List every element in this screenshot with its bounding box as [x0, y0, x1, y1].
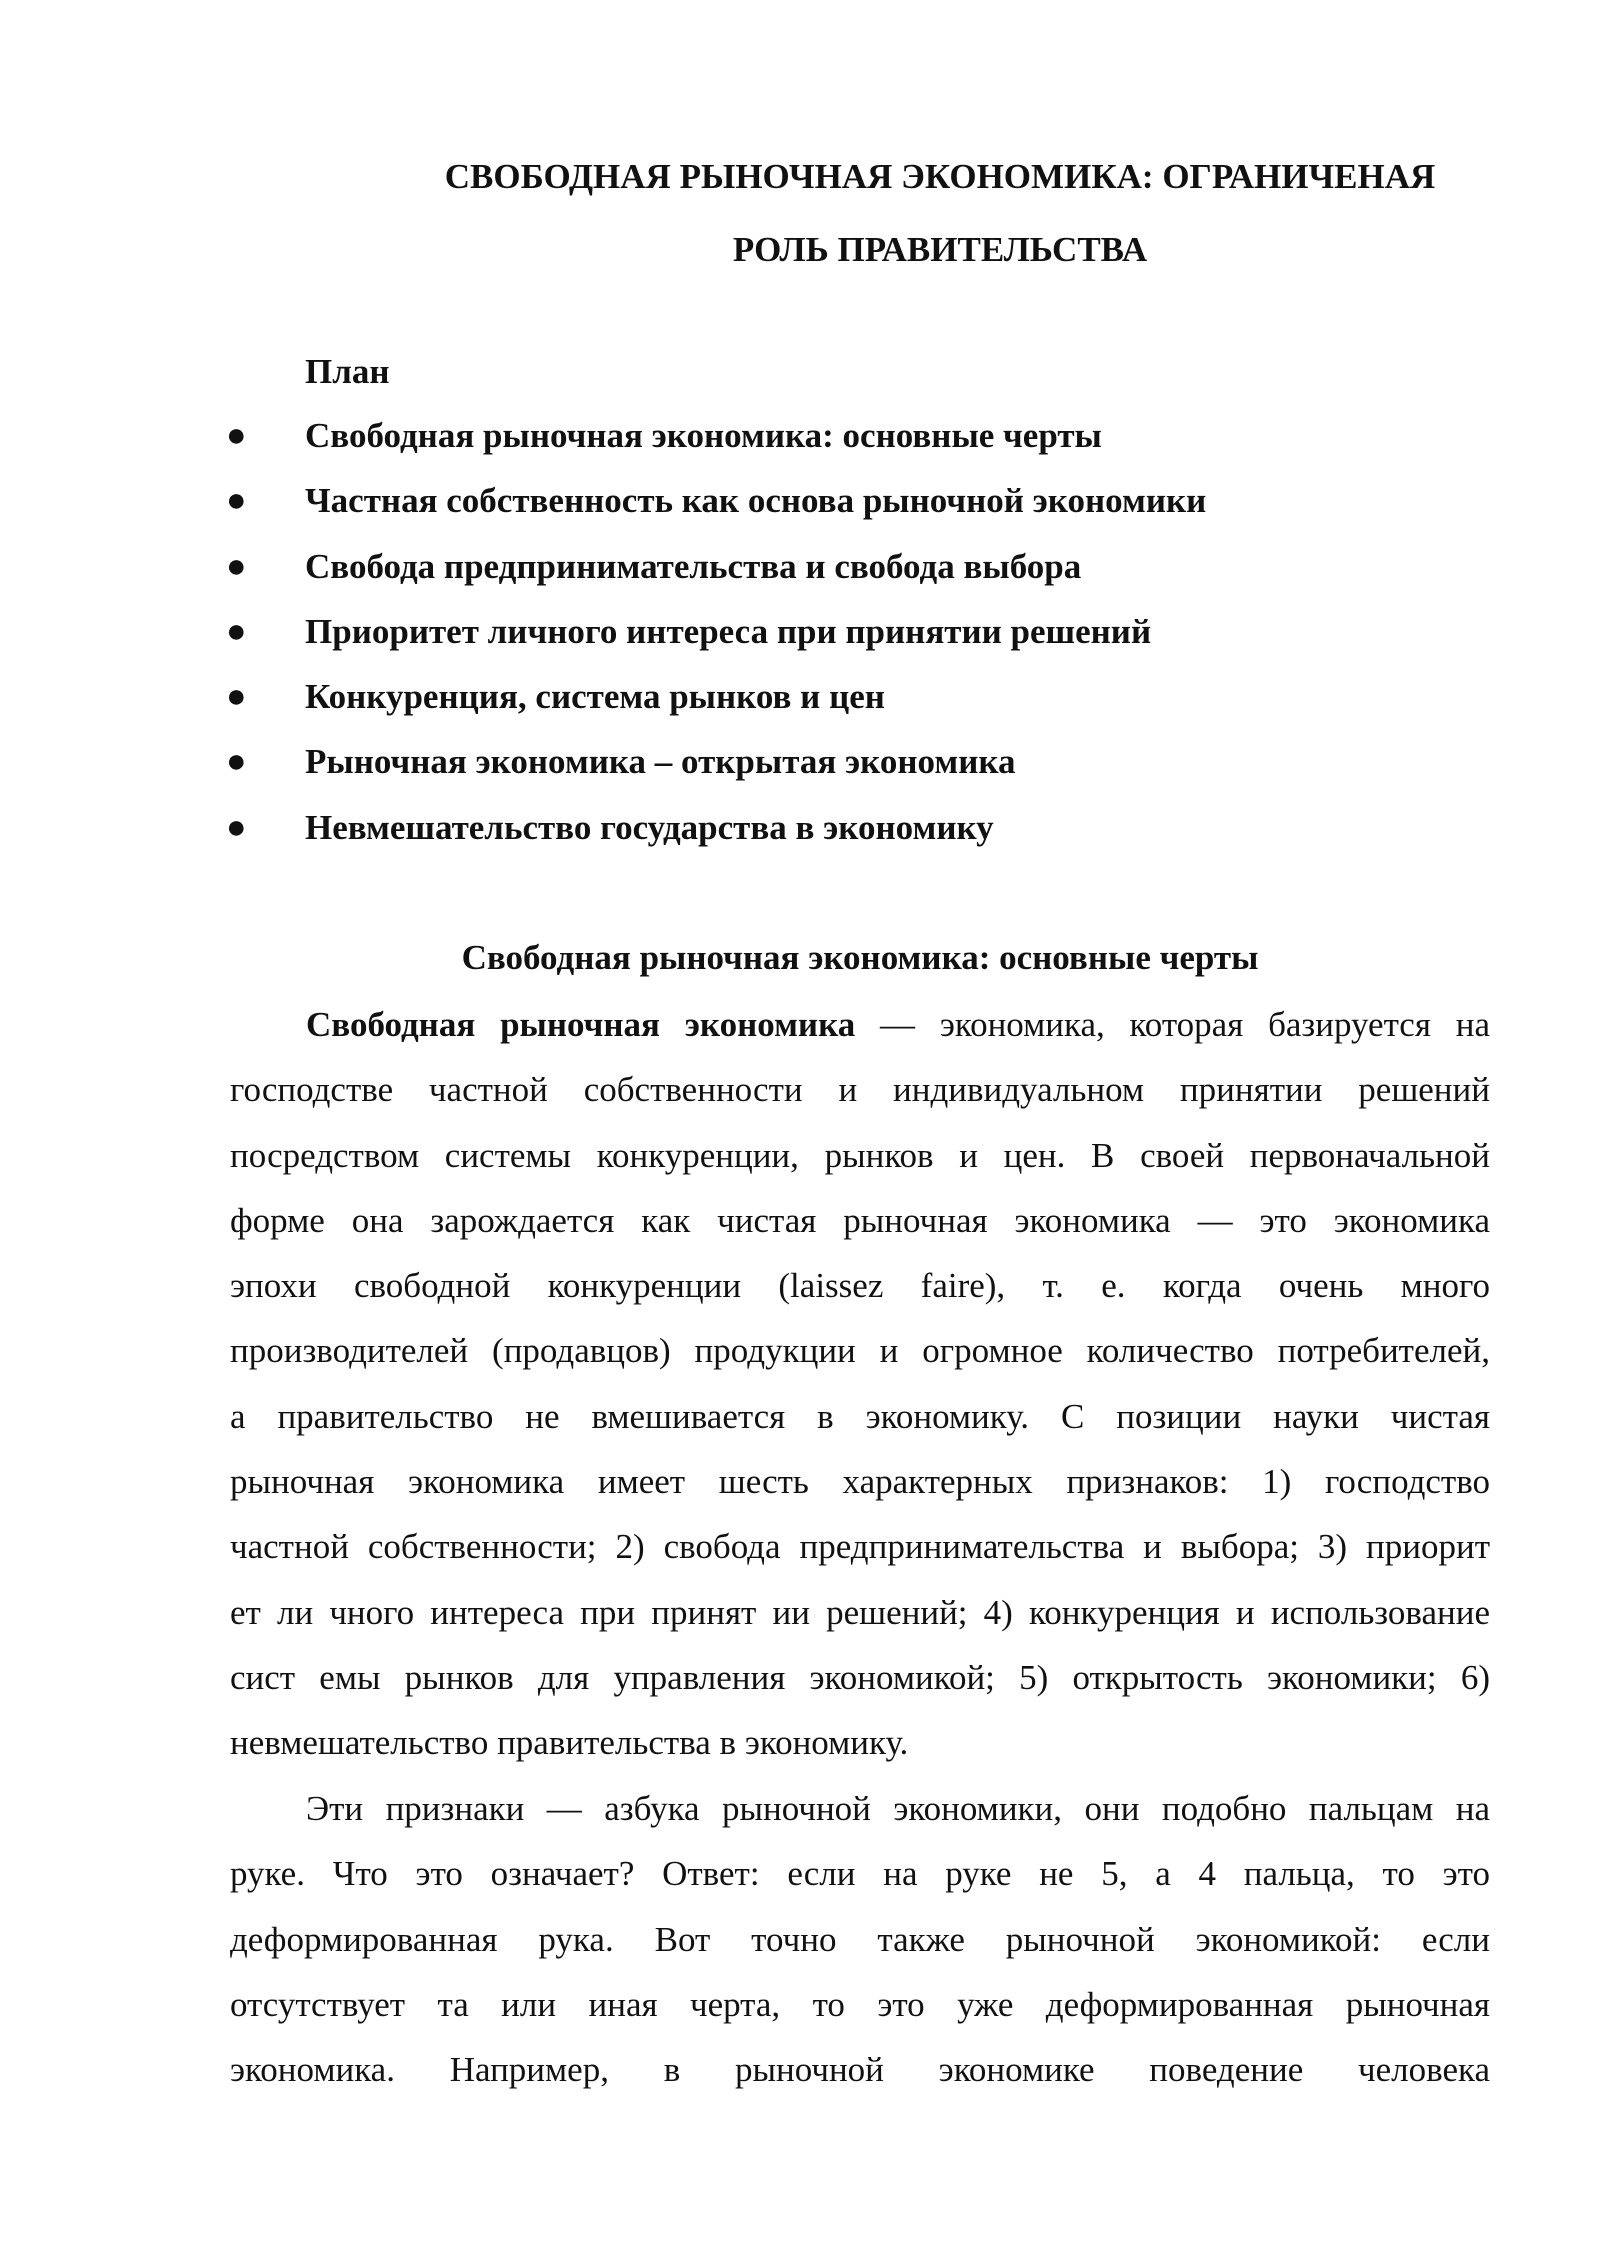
plan-item-text: Приоритет личного интереса при принятии решений [305, 611, 1152, 651]
paragraph-line: экономика. Например, в рыночной экономике поведение человека [230, 2050, 1490, 2090]
plan-heading: План [305, 352, 390, 391]
paragraph-signs [230, 1776, 1490, 2102]
paragraph-line-text: Эти признаки — азбука рыночной экономики, они подобно пальцам на [306, 1789, 1490, 1828]
paragraph-line: сист емы рынков для управления экономикой; 5) открытость экономики; 6) [230, 1657, 1490, 1697]
bullet-icon: ● [226, 417, 247, 454]
paragraph-line [230, 992, 1490, 1057]
paragraph-line: ет ли чного интереса при принят ии решений; 4) конкуренция и использование [230, 1592, 1490, 1632]
paragraph-line: эпохи свободной конкуренции (laissez faire), т. е. когда очень много [230, 1266, 1490, 1306]
paragraph-line: рыночная экономика имеет шесть характерных признаков: 1) господство [230, 1462, 1490, 1502]
plan-item-text: Свободная рыночная экономика: основные черты [305, 416, 1102, 455]
paragraph-line: деформированная рука. Вот точно также рыночной экономикой: если [230, 1919, 1490, 1959]
document-title [310, 140, 1570, 286]
plan-item-text: Конкуренция, система рынков и цен [305, 677, 885, 717]
paragraph-line: отсутствует та или иная черта, то это уже деформированная рыночная [230, 1984, 1490, 2024]
bullet-icon: ● [226, 808, 247, 846]
paragraph-line-text: — экономика, которая базируется на [855, 1005, 1491, 1044]
paragraph-line: руке. Что это означает? Ответ: если на руке не 5, а 4 пальца, то это [230, 1854, 1490, 1894]
paragraph-line: форме она зарождается как чистая рыночная экономика — это экономика [230, 1200, 1490, 1240]
bullet-icon: ● [226, 547, 247, 585]
title-line-1: СВОБОДНАЯ РЫНОЧНАЯ ЭКОНОМИКА: ОГРАНИЧЕНАЯ [444, 157, 1436, 196]
defined-term: Свободная рыночная экономика [306, 1005, 856, 1044]
paragraph-line: производителей (продавцов) продукции и огромное количество потребителей, [230, 1331, 1490, 1371]
bullet-icon: ● [226, 743, 247, 781]
title-line-2: РОЛЬ ПРАВИТЕЛЬСТВА [732, 230, 1148, 269]
bullet-icon: ● [226, 482, 247, 520]
paragraph-line: невмешательство правительства в экономику. [230, 1723, 909, 1763]
section-heading: Свободная рыночная экономика: основные черты [461, 938, 1259, 977]
paragraph-line: посредством системы конкуренции, рынков и цен. В своей первоначальной [230, 1135, 1490, 1175]
plan-item-text: Частная собственность как основа рыночной экономики [305, 481, 1207, 521]
paragraph-line: частной собственности; 2) свобода предпринимательства и выбора; 3) приорит [230, 1527, 1490, 1567]
bullet-icon: ● [226, 612, 247, 650]
bullet-icon: ● [226, 678, 247, 716]
paragraph-line: а правительство не вмешивается в экономику. С позиции науки чистая [230, 1396, 1490, 1436]
paragraph-line: господстве частной собственности и индивидуальном принятии решений [230, 1070, 1490, 1110]
paragraph-line [230, 1776, 1490, 1841]
plan-item-text: Невмешательство государства в экономику [305, 807, 994, 847]
paragraph-definition [230, 992, 1490, 1776]
plan-item-text: Свобода предпринимательства и свобода выбора [305, 546, 1082, 586]
plan-item-text: Рыночная экономика – открытая экономика [305, 742, 1016, 782]
